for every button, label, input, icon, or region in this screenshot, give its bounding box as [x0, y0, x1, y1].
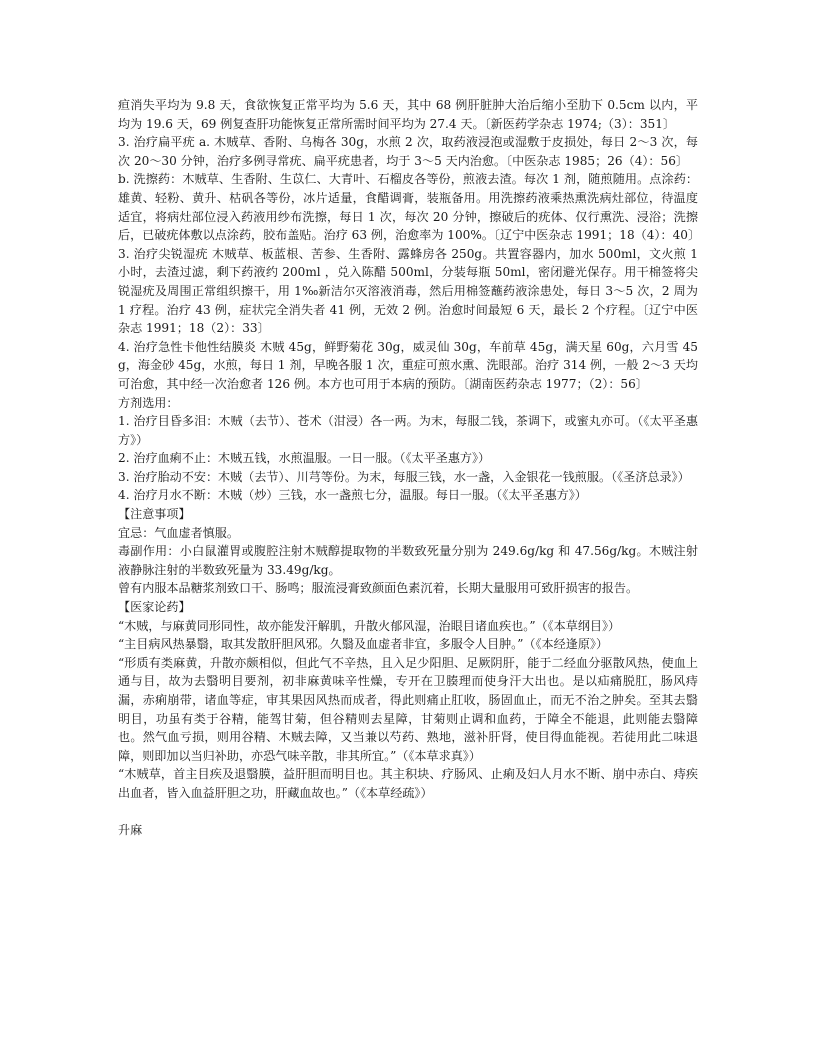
- prescription-item-4: 4. 治疗月水不断：木贼（炒）三钱，水一盏煎七分，温服。每日一服。（《太平圣惠方》）: [118, 488, 587, 503]
- quote-bencao-jingshu: “木贼草，首主目疾及退翳膜，益肝胆而明目也。其主积块、疗肠风、止痢及妇人月水不断、崩中赤白、痔疾出血者，皆入血益肝胆之功，肝藏血故也。”（《本草经疏》）: [118, 767, 698, 800]
- prescription-item-1: 1. 治疗目昏多泪：木贼（去节）、苍术（泔浸）各一两。为末，每服二钱，茶调下，或蜜丸亦可。（《太平圣惠方》）: [118, 414, 698, 447]
- paragraph-flat-wart-b: b. 洗擦药：木贼草、生香附、生苡仁、大青叶、石榴皮各等份，煎液去渣。每次 1 剂，随煎随用。点涂药：雄黄、轻粉、黄升、枯矾各等份，冰片适量，食醋调膏，装瓶备用。用洗擦药液乘热熏洗病灶部位，待温度适宜，将病灶部位浸入药液用纱布洗擦，每日 1 次，每次 20 分钟，擦破后的疣体、仅行熏洗、浸浴；洗擦后，已破疣体敷以点涂药，胶布盖贴。治疗 63 例，治愈率为 100%。〔辽宁中医杂志 1991；18（4）：40〕: [118, 172, 701, 243]
- quote-bencao-qiuzhen: “形质有类麻黄，升散亦颇相似，但此气不辛热，且入足少阳胆、足厥阴肝，能于二经血分驱散风热，使血上通与目，故为去翳明目要剂，初非麻黄味辛性燥，专开在卫腠理而使身汗大出也。是以疝痛脱肛，肠风痔漏，赤痢崩带，诸血等症，审其果因风热而成者，得此则痛止肛收，肠固血止，而无不治之肿矣。至其去翳明目，功虽有类于谷精，能驾甘菊，但谷精则去星障，甘菊则止调和血药，于障全不能退，此则能去翳障也。然气血亏损，则用谷精、木贼去障，又当兼以芍药、熟地，滋补肝肾，使目得血能视。若徒用此二味退障，则即加以当归补助，亦恐气味辛散，非其所宜。”（《本草求真》）: [118, 655, 698, 763]
- next-entry-title: 升麻: [118, 823, 143, 838]
- paragraph-jaundice-results: 疸消失平均为 9.8 天，食欲恢复正常平均为 5.6 天，其中 68 例肝脏肿大治后缩小至肋下 0.5cm 以内，平均为 19.6 天，69 例复查肝功能恢复正常所需时间平均为 27.4 天。〔新医药学杂志 1974;（3）：351〕: [118, 98, 698, 131]
- paragraph-contraindications: 宜忌：气血虚者慎服。: [118, 525, 239, 540]
- paragraph-condyloma: 3. 治疗尖锐湿疣 木贼草、板蓝根、苦参、生香附、露蜂房各 250g。共置容器内，加水 500ml，文火煎 1 小时，去渣过滤，剩下药液约 200ml ，兑入陈醋 500ml，分装每瓶 50ml，密闭避光保存。用干棉签将尖锐湿疣及周围正常组织擦干，用 1‰新洁尔灭溶液消毒，然后用棉签蘸药液涂患处，每日 3～5 次，2 周为 1 疗程。治疗 43 例，症状完全消失者 41 例，无效 2 例。治愈时间最短 6 天，最长 2 个疗程。〔辽宁中医杂志 1991；18（2）：33〕: [118, 246, 698, 336]
- prescription-item-2: 2. 治疗血痢不止：木贼五钱，水煎温服。一日一服。（《太平圣惠方》）: [118, 451, 491, 466]
- prescription-item-3: 3. 治疗胎动不安：木贼（去节）、川芎等份。为末，每服三钱，水一盏，入金银花一钱煎服。（《圣济总录》）: [118, 469, 690, 484]
- heading-prescriptions: 方剂选用：: [118, 395, 179, 410]
- section-heading-precautions: 【注意事项】: [118, 507, 191, 522]
- document-page: [118, 96, 701, 840]
- quote-benjing-fengyuan: “主目病风热暴翳，取其发散肝胆风邪。久翳及血虚者非宜，多服令人目肿。”（《本经逢原》）: [118, 637, 609, 652]
- blank-line: [118, 803, 698, 822]
- paragraph-adverse-reports: 曾有内服本品糖浆剂致口干、肠鸣；服流浸膏致颜面色素沉着，长期大量服用可致肝损害的报告。: [118, 581, 639, 596]
- quote-bencao-gangmu: “木贼，与麻黄同形同性，故亦能发汗解肌，升散火郁风湿，治眼目诸血疾也。”（《本草纲目》）: [118, 618, 621, 633]
- paragraph-toxicity: 毒副作用：小白鼠灌胃或腹腔注射木贼醇提取物的半数致死量分别为 249.6g/kg 和 47.56g/kg。木贼注射液静脉注射的半数致死量为 33.49g/kg。: [118, 544, 698, 577]
- paragraph-conjunctivitis: 4. 治疗急性卡他性结膜炎 木贼 45g，鲜野菊花 30g，威灵仙 30g，车前草 45g，满天星 60g，六月雪 45g，海金砂 45g，水煎，每日 1 剂，早晚各服 1 次，重症可煎水熏、洗眼部。治疗 314 例，一般 2～3 天均可治愈，其中经一次治愈者 126 例。本方也可用于本病的预防。〔湖南医药杂志 1977；（2）：56〕: [118, 339, 698, 391]
- section-heading-commentary: 【医家论药】: [118, 600, 191, 615]
- paragraph-flat-wart-a: 3. 治疗扁平疣 a. 木贼草、香附、乌梅各 30g，水煎 2 次，取药液浸泡或湿敷于皮损处，每日 2～3 次，每次 20～30 分钟，治疗多例寻常疣、扁平疣患者，均于 3～5 天内治愈。〔中医杂志 1985；26（4）：56〕: [118, 135, 698, 168]
